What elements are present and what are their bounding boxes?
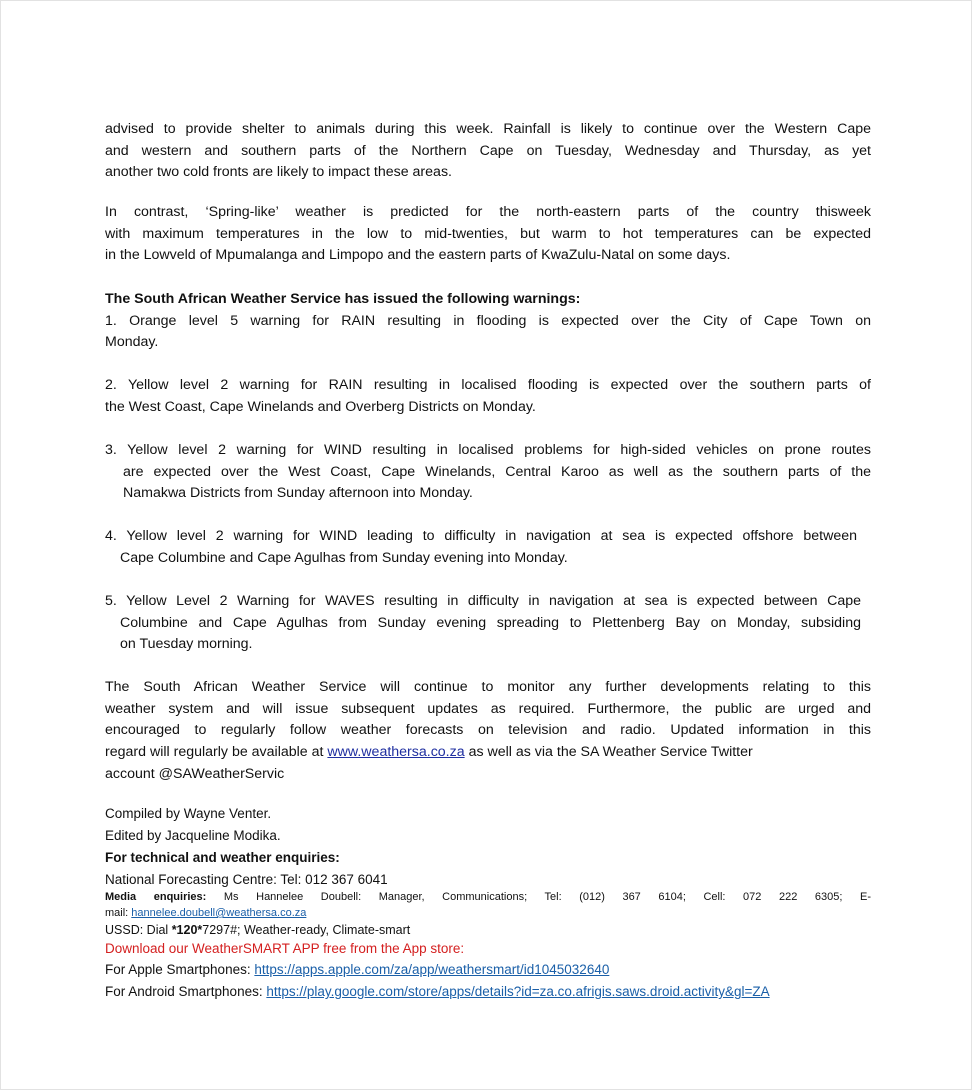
- android-app-link[interactable]: https://play.google.com/store/apps/details?id=za.co.afrigis.saws.droid.activity&gl=ZA: [266, 984, 770, 999]
- warning-item-3: [105, 440, 871, 505]
- text-line: The South African Weather Service will continue to monitor any further developments relating to this: [105, 679, 871, 695]
- text-line: Monday.: [105, 334, 159, 351]
- ussd-line: [105, 921, 871, 939]
- text-segment: 7297#; Weather-ready, Climate-smart: [202, 923, 411, 937]
- text-line: on Tuesday morning.: [120, 636, 253, 653]
- text-line: another two cold fronts are likely to impact these areas.: [105, 164, 452, 181]
- media-text: Ms Hannelee Doubell: Manager, Communications; Tel: (012) 367 6104; Cell: 072 222 6305; E-: [223, 891, 871, 903]
- media-enquiries: [105, 889, 871, 905]
- text-line: the West Coast, Cape Winelands and Overberg Districts on Monday.: [105, 398, 536, 415]
- text-segment: regard will regularly be available at: [105, 744, 324, 761]
- warnings-heading: The South African Weather Service has issued the following warnings:: [105, 291, 581, 307]
- apple-label: For Apple Smartphones:: [105, 962, 251, 977]
- text-line: Namakwa Districts from Sunday afternoon into Monday.: [123, 485, 473, 502]
- text-line: Cape Columbine and Cape Agulhas from Sunday evening into Monday.: [120, 549, 568, 566]
- text-line: in the Lowveld of Mpumalanga and Limpopo and the eastern parts of KwaZulu-Natal on some days.: [105, 247, 731, 264]
- text-line: weather system and will issue subsequent updates as required. Furthermore, the public are urged and: [105, 700, 871, 717]
- forecasting-centre-contact: National Forecasting Centre: Tel: 012 367 6041: [105, 872, 388, 887]
- text-line: with maximum temperatures in the low to mid-twenties, but warm to hot temperatures can be expected: [105, 225, 871, 242]
- text-line: In contrast, ‘Spring-like’ weather is predicted for the north-eastern parts of the country thisweek: [105, 204, 871, 220]
- apple-app-link[interactable]: https://apps.apple.com/za/app/weathersmart/id1045032640: [254, 962, 610, 977]
- warning-item-1: [105, 311, 871, 354]
- text-line: 2. Yellow level 2 warning for RAIN resulting in localised flooding is expected over the southern parts of: [105, 377, 871, 393]
- paragraph-spring-weather: [105, 202, 871, 267]
- warning-item-2: [105, 375, 871, 418]
- tech-enquiries-heading: For technical and weather enquiries:: [105, 850, 340, 865]
- warning-item-4: [105, 526, 857, 569]
- email-label: mail:: [105, 907, 129, 919]
- text-line: encouraged to regularly follow weather forecasts on television and radio. Updated information in this: [105, 722, 871, 739]
- edited-by: Edited by Jacqueline Modika.: [105, 828, 281, 843]
- media-label: Media enquiries:: [105, 891, 207, 903]
- weathersa-website-link[interactable]: www.weathersa.co.za: [327, 744, 465, 761]
- apple-line: [105, 959, 871, 981]
- email-link[interactable]: hannelee.doubell@weathersa.co.za: [131, 907, 307, 919]
- text-line: 1. Orange level 5 warning for RAIN resulting in flooding is expected over the City of Cape Town on: [105, 312, 871, 329]
- ussd-code: *120*: [171, 923, 203, 937]
- text-line: and western and southern parts of the Northern Cape on Tuesday, Wednesday and Thursday, as yet: [105, 142, 871, 159]
- text-segment: as well as via the SA Weather Service Twitter: [468, 744, 753, 761]
- text-line: account @SAWeatherServic: [105, 765, 285, 782]
- paragraph-rainfall: [105, 119, 871, 184]
- text-segment: USSD: Dial: [105, 923, 172, 937]
- android-label: For Android Smartphones:: [105, 984, 263, 999]
- text-line: 4. Yellow level 2 warning for WIND leading to difficulty in navigation at sea is expected offshore between: [105, 528, 857, 544]
- compiled-by: Compiled by Wayne Venter.: [105, 806, 272, 821]
- text-line: are expected over the West Coast, Cape Winelands, Central Karoo as well as the southern parts of the: [123, 463, 871, 480]
- email-line: [105, 905, 871, 921]
- text-line: advised to provide shelter to animals during this week. Rainfall is likely to continue over the Western Cape: [105, 121, 871, 137]
- warning-item-5: [105, 591, 861, 656]
- text-line: 3. Yellow level 2 warning for WIND resulting in localised problems for high-sided vehicles on prone routes: [105, 442, 871, 458]
- text-line: 5. Yellow Level 2 Warning for WAVES resulting in difficulty in navigation at sea is expected between Cape: [105, 593, 861, 609]
- paragraph-monitoring: [105, 677, 871, 785]
- text-line: Columbine and Cape Agulhas from Sunday evening spreading to Plettenberg Bay on Monday, subsiding: [120, 614, 861, 631]
- footer-contacts: [105, 803, 871, 1003]
- warnings-section: [105, 289, 871, 354]
- android-line: [105, 981, 871, 1003]
- text-line: [105, 742, 871, 764]
- download-app-notice: Download our WeatherSMART APP free from the App store:: [105, 941, 465, 956]
